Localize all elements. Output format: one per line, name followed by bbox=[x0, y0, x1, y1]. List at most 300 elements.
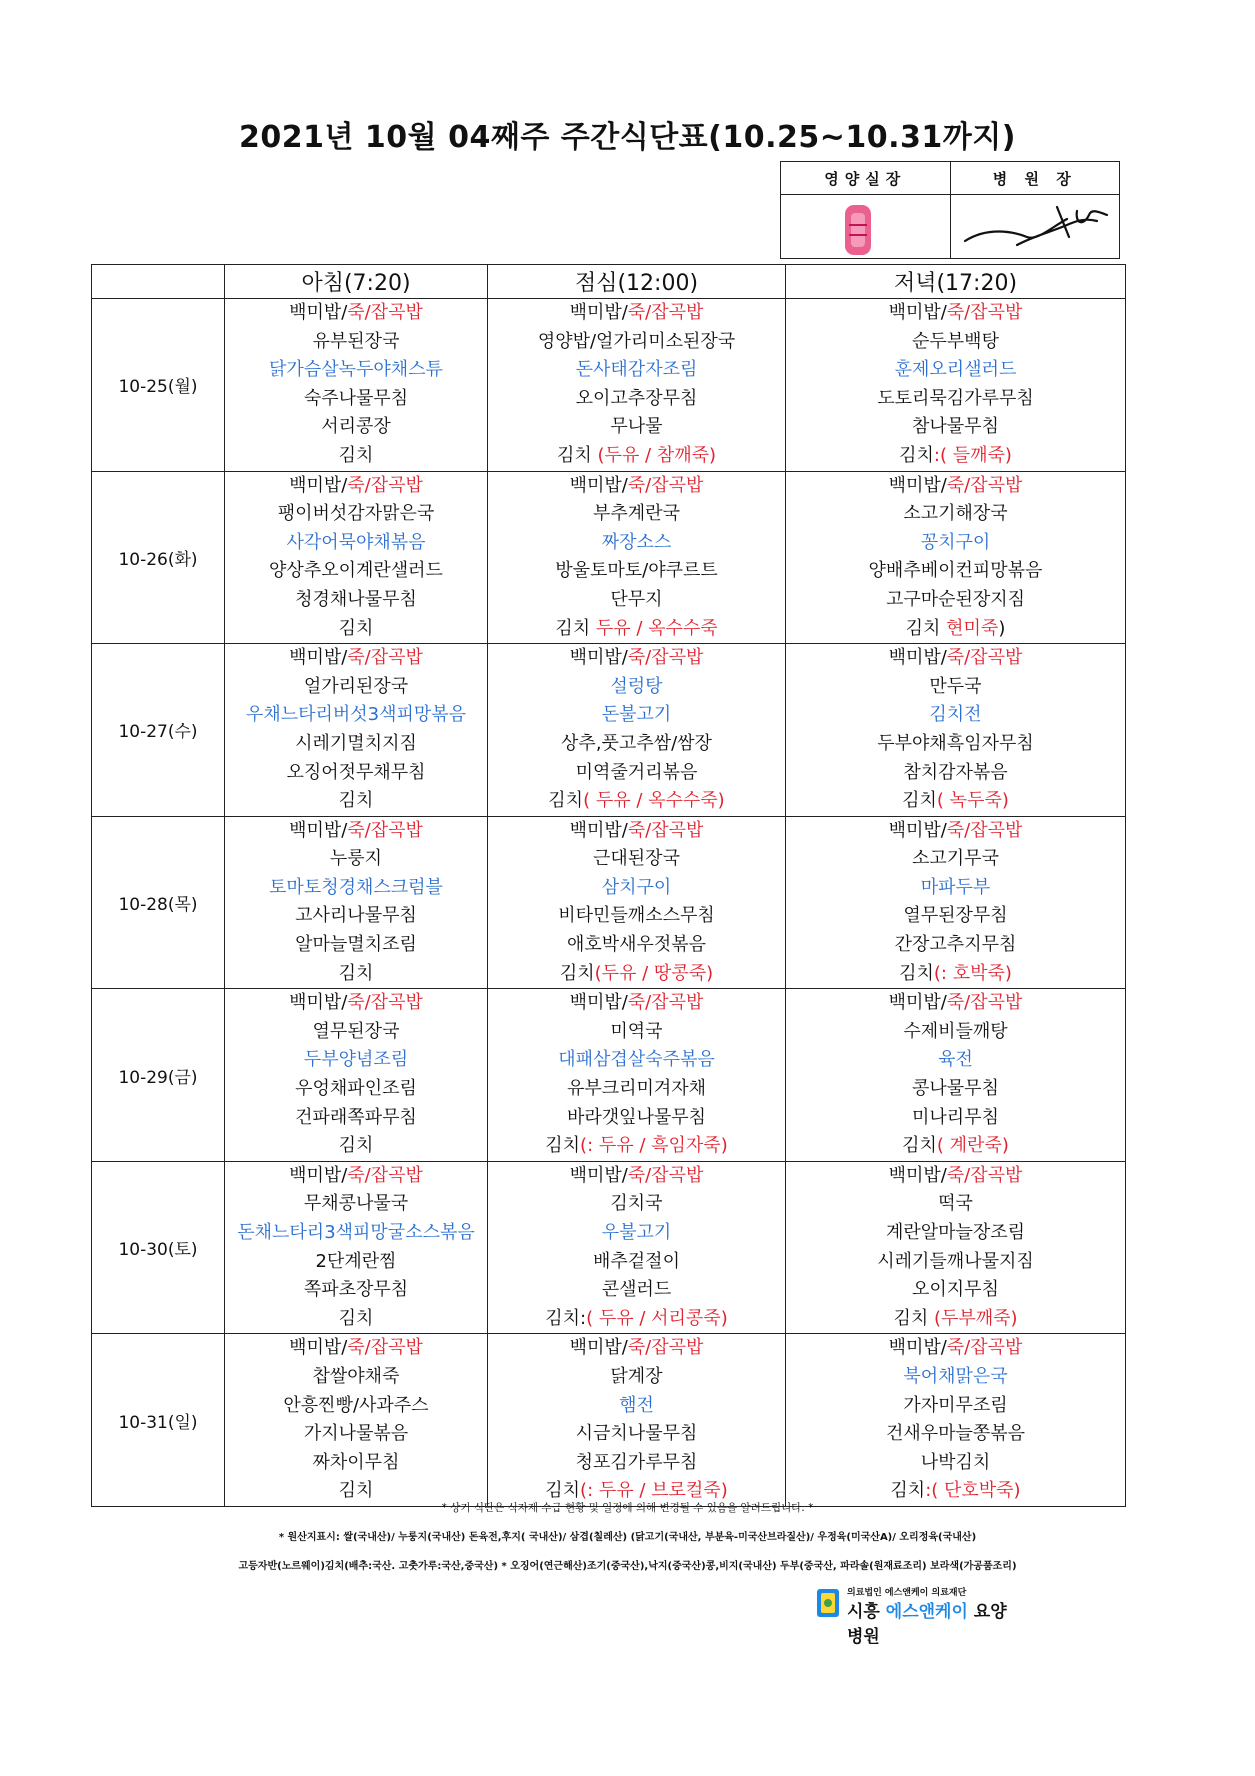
breakfast-cell bbox=[225, 644, 488, 817]
menu-item-text: 가지나물볶음 bbox=[303, 1423, 409, 1445]
menu-item-text: 고사리나물무침 bbox=[295, 905, 417, 927]
menu-item bbox=[786, 442, 1125, 471]
menu-item-text: 가자미무조림 bbox=[903, 1394, 1008, 1416]
director-label: 병 원 장 bbox=[992, 169, 1077, 188]
menu-item-text: 짜차이무침 bbox=[312, 1451, 400, 1473]
menu-item bbox=[225, 586, 487, 615]
menu-item-text: 김치 bbox=[545, 1135, 581, 1157]
menu-item-text: 부추계란국 bbox=[593, 503, 680, 525]
day-row bbox=[92, 471, 1126, 644]
menu-item-text: 김치 bbox=[338, 444, 374, 466]
menu-item-text: 유부된장국 bbox=[312, 330, 400, 352]
menu-item-text: 현미죽 bbox=[946, 617, 999, 639]
menu-item-text: 백미밥/ bbox=[569, 647, 628, 669]
menu-item-text: 백미밥/ bbox=[289, 302, 348, 323]
menu-item-text: (: 호박죽) bbox=[933, 962, 1012, 984]
menu-item-text: 죽/잡곡밥 bbox=[347, 992, 423, 1014]
menu-item-text: 설렁탕 bbox=[610, 675, 663, 697]
menu-item-text: 청경채나물무침 bbox=[295, 588, 417, 610]
menu-item bbox=[786, 1104, 1125, 1133]
notice-text: * 상기 식단은 식자재 수급 현황 및 일정에 의해 변경될 수 있음을 알려드립니다. * bbox=[441, 1502, 814, 1514]
menu-item-text: (두유 / 참깨죽) bbox=[597, 444, 716, 466]
menu-item bbox=[786, 787, 1125, 816]
menu-item bbox=[225, 1449, 487, 1478]
menu-item bbox=[225, 817, 487, 846]
menu-item bbox=[786, 1132, 1125, 1161]
menu-item-text: 백미밥/ bbox=[888, 302, 947, 323]
menu-item bbox=[225, 500, 487, 529]
menu-item-text: 백미밥/ bbox=[569, 1337, 628, 1359]
menu-item bbox=[488, 989, 785, 1018]
menu-item bbox=[225, 1248, 487, 1277]
logo-foundation-text: 의료법인 에스앤케이 의료재단 bbox=[847, 1588, 967, 1598]
menu-item-text: 얼가리된장국 bbox=[303, 675, 409, 697]
menu-item-text: 백미밥/ bbox=[569, 819, 628, 841]
menu-item bbox=[488, 673, 785, 702]
menu-item bbox=[488, 960, 785, 989]
menu-item bbox=[786, 1190, 1125, 1219]
menu-item bbox=[225, 356, 487, 385]
menu-item-text: 순두부백탕 bbox=[912, 330, 999, 352]
menu-item-text: 김치 bbox=[338, 1480, 374, 1502]
menu-item-text: 김치전 bbox=[929, 704, 982, 726]
menu-item-text: 참나물무침 bbox=[912, 416, 999, 438]
breakfast-cell bbox=[225, 989, 488, 1162]
hospital-logo-icon bbox=[817, 1589, 839, 1617]
menu-item bbox=[786, 644, 1125, 673]
menu-item-text: 쪽파초장무침 bbox=[303, 1279, 409, 1301]
day-date: 10-29(금) bbox=[92, 989, 225, 1162]
menu-item bbox=[225, 557, 487, 586]
menu-item bbox=[786, 1449, 1125, 1478]
menu-item-text: 콘샐러드 bbox=[601, 1279, 672, 1301]
menu-item-text: 죽/잡곡밥 bbox=[946, 647, 1023, 669]
lunch-cell bbox=[488, 299, 786, 472]
menu-item-text: 계란알마늘장조림 bbox=[885, 1222, 1026, 1243]
menu-item bbox=[786, 874, 1125, 903]
menu-item-text: 상추,풋고추쌈/쌈장 bbox=[561, 732, 712, 754]
menu-body bbox=[92, 299, 1126, 1507]
menu-item-text: 죽/잡곡밥 bbox=[946, 1337, 1023, 1359]
menu-item bbox=[786, 1075, 1125, 1104]
menu-item bbox=[786, 1276, 1125, 1305]
day-row bbox=[92, 1334, 1126, 1507]
menu-item bbox=[225, 1420, 487, 1449]
lunch-cell bbox=[488, 1334, 786, 1507]
menu-item-text: (: 두유 / 브로컬죽) bbox=[580, 1480, 728, 1502]
menu-item-text: 김치 bbox=[890, 1480, 926, 1502]
menu-item-text: 김치 bbox=[338, 790, 374, 812]
menu-item-text: 김치 bbox=[905, 617, 947, 639]
menu-item-text: 소고기무국 bbox=[912, 848, 999, 870]
menu-item bbox=[225, 701, 487, 730]
day-row bbox=[92, 1161, 1126, 1334]
menu-item bbox=[488, 1334, 785, 1363]
menu-item-text: 간장고추지무침 bbox=[894, 934, 1017, 956]
menu-item-text: 돈사태감자조림 bbox=[575, 359, 698, 381]
menu-item-text: (두유 / 땅콩죽) bbox=[594, 962, 714, 984]
header-lunch: 점심(12:00) bbox=[488, 265, 786, 299]
header-dinner: 저녁(17:20) bbox=[786, 265, 1126, 299]
menu-item-text: 콩나물무침 bbox=[912, 1078, 999, 1100]
menu-item-text: 꽁치구이 bbox=[920, 531, 991, 553]
dietitian-label: 영양실장 bbox=[781, 162, 951, 194]
menu-item bbox=[225, 299, 487, 328]
menu-item-text: 무나물 bbox=[610, 416, 663, 438]
menu-item-text: 죽/잡곡밥 bbox=[627, 1337, 704, 1359]
menu-item bbox=[488, 1420, 785, 1449]
menu-item bbox=[225, 1162, 487, 1191]
menu-item-text: 팽이버섯감자맑은국 bbox=[277, 503, 435, 525]
menu-item-text: 두부야채흑임자무침 bbox=[877, 732, 1034, 754]
menu-item bbox=[488, 385, 785, 414]
menu-item bbox=[225, 787, 487, 816]
menu-item-text: 백미밥/ bbox=[888, 647, 947, 669]
signature-icon bbox=[957, 197, 1117, 257]
day-row bbox=[92, 989, 1126, 1162]
menu-item-text: 죽/잡곡밥 bbox=[627, 1164, 704, 1186]
menu-item-text: 김치 bbox=[893, 1307, 934, 1329]
director-signature-cell bbox=[951, 195, 1120, 259]
menu-item-text: 찹쌀야채죽 bbox=[312, 1365, 400, 1387]
lunch-cell bbox=[488, 471, 786, 644]
menu-item bbox=[225, 1190, 487, 1219]
menu-item bbox=[488, 1162, 785, 1191]
menu-item-text: 배추겉절이 bbox=[593, 1250, 680, 1272]
menu-item bbox=[225, 1363, 487, 1392]
day-row bbox=[92, 299, 1126, 472]
menu-item bbox=[225, 529, 487, 558]
menu-item-text: 누룽지 bbox=[329, 848, 383, 870]
day-date: 10-28(목) bbox=[92, 816, 225, 989]
day-date: 10-26(화) bbox=[92, 471, 225, 644]
menu-item-text: ( 녹두죽) bbox=[936, 790, 1009, 812]
menu-item-text: 짜장소스 bbox=[601, 531, 672, 553]
menu-item bbox=[225, 759, 487, 788]
menu-item bbox=[488, 1132, 785, 1161]
dinner-cell bbox=[786, 644, 1126, 817]
menu-item bbox=[225, 644, 487, 673]
dinner-cell bbox=[786, 1334, 1126, 1507]
menu-item bbox=[786, 500, 1125, 529]
menu-item bbox=[786, 1420, 1125, 1449]
menu-item-text: ( 두유 / 옥수수죽) bbox=[583, 790, 725, 812]
menu-item bbox=[786, 299, 1125, 328]
breakfast-cell bbox=[225, 816, 488, 989]
menu-item bbox=[488, 615, 785, 644]
menu-item-text: 열무된장무침 bbox=[903, 905, 1008, 927]
menu-item bbox=[786, 1018, 1125, 1047]
menu-item bbox=[786, 615, 1125, 644]
origin-text-2: 고등자반(노르웨이)김치(배추:국산. 고춧가루:국산,중국산) * 오징어(연근해산)조기(중국산),낙지(중국산)콩,비지(국내산) 두부(중국산, 파라솔(원재료조리) 보라색(가공품조리) bbox=[238, 1561, 1017, 1572]
menu-item bbox=[225, 328, 487, 357]
menu-item-text: 김치 bbox=[559, 962, 595, 984]
menu-item bbox=[225, 1018, 487, 1047]
menu-item bbox=[786, 356, 1125, 385]
menu-item bbox=[225, 472, 487, 501]
menu-item bbox=[786, 557, 1125, 586]
menu-item-text: 우불고기 bbox=[601, 1222, 672, 1243]
menu-item-text: 대패삼겹살숙주볶음 bbox=[558, 1049, 715, 1071]
menu-item-text: 떡국 bbox=[938, 1193, 973, 1215]
menu-item-text: 숙주나물무침 bbox=[303, 387, 409, 409]
menu-item-text: 오이지무침 bbox=[912, 1279, 999, 1301]
menu-item bbox=[488, 817, 785, 846]
menu-item bbox=[225, 615, 487, 644]
menu-item bbox=[786, 759, 1125, 788]
menu-item-text: 백미밥/ bbox=[289, 992, 348, 1014]
logo-hospital-name bbox=[847, 1597, 1017, 1647]
menu-item bbox=[488, 299, 785, 328]
seal-stamp-icon bbox=[839, 203, 877, 257]
page-title: 2021년 10월 04째주 주간식단표(10.25~10.31까지) bbox=[239, 120, 1016, 155]
menu-item-text: 단무지 bbox=[610, 588, 663, 610]
menu-item bbox=[488, 730, 785, 759]
menu-item-text: 죽/잡곡밥 bbox=[946, 474, 1023, 496]
dinner-cell bbox=[786, 989, 1126, 1162]
menu-item-text: 시레기들깨나물지짐 bbox=[877, 1250, 1034, 1272]
menu-item-text: 열무된장국 bbox=[312, 1020, 400, 1042]
menu-item-text: 김치 bbox=[557, 444, 598, 466]
menu-item-text: 도토리묵김가루무침 bbox=[877, 387, 1034, 409]
lunch-cell bbox=[488, 816, 786, 989]
menu-item-text: ( 두유 / 서리콩죽) bbox=[586, 1307, 728, 1329]
menu-item bbox=[488, 759, 785, 788]
origin-text-1: * 원산지표시: 쌀(국내산)/ 누룽지(국내산) 돈육전,후지( 국내산)/ 삼겹(칠레산) (닭고기(국내산, 부분육-미국산브라질산)/ 우정육(미국산A)/ 오리정육(국내산) bbox=[278, 1532, 977, 1543]
menu-item-text: 백미밥/ bbox=[569, 992, 628, 1014]
menu-item bbox=[488, 500, 785, 529]
menu-item-text: 미역국 bbox=[610, 1020, 663, 1042]
menu-item bbox=[225, 1392, 487, 1421]
menu-item-text: ( 계란죽) bbox=[936, 1135, 1009, 1157]
menu-item-text: 백미밥/ bbox=[888, 1164, 947, 1186]
menu-item bbox=[786, 730, 1125, 759]
dinner-cell bbox=[786, 1161, 1126, 1334]
menu-item-text: 닭계장 bbox=[610, 1365, 663, 1387]
day-row bbox=[92, 816, 1126, 989]
menu-item-text: 육전 bbox=[938, 1049, 973, 1071]
menu-item bbox=[488, 874, 785, 903]
menu-item bbox=[488, 1248, 785, 1277]
menu-item-text: 훈제오리샐러드 bbox=[894, 359, 1017, 381]
menu-item bbox=[225, 413, 487, 442]
menu-item-text: 2단계란찜 bbox=[315, 1250, 397, 1272]
menu-item bbox=[488, 1075, 785, 1104]
menu-item-text: 죽/잡곡밥 bbox=[347, 1337, 423, 1359]
dinner-cell bbox=[786, 299, 1126, 472]
menu-item-text: 오징어젓무채무침 bbox=[286, 761, 426, 783]
menu-item bbox=[488, 586, 785, 615]
menu-item bbox=[488, 442, 785, 471]
menu-item-text: 죽/잡곡밥 bbox=[627, 992, 704, 1014]
menu-item bbox=[786, 328, 1125, 357]
menu-item bbox=[225, 1219, 487, 1248]
menu-item bbox=[225, 1132, 487, 1161]
menu-item bbox=[225, 845, 487, 874]
menu-item-text: 무채콩나물국 bbox=[303, 1193, 409, 1215]
day-date: 10-31(일) bbox=[92, 1334, 225, 1507]
menu-item-text: 백미밥/ bbox=[569, 474, 628, 496]
menu-item-text: 김치 bbox=[555, 617, 596, 639]
menu-item-text: 김치 bbox=[902, 790, 937, 812]
menu-item-text: 죽/잡곡밥 bbox=[347, 647, 423, 669]
menu-item-text: 우채느타리버섯3색피망볶음 bbox=[245, 704, 467, 726]
menu-item-text: 애호박새우젓볶음 bbox=[566, 934, 707, 956]
menu-item bbox=[488, 845, 785, 874]
menu-item-text: 백미밥/ bbox=[888, 474, 947, 496]
menu-item-text: 건파래쪽파무침 bbox=[295, 1106, 417, 1128]
menu-item bbox=[488, 902, 785, 931]
menu-item bbox=[225, 960, 487, 989]
menu-item-text: 백미밥/ bbox=[289, 1337, 348, 1359]
menu-item-text: 수제비들깨탕 bbox=[903, 1020, 1008, 1042]
menu-item bbox=[488, 1046, 785, 1075]
menu-item-text: 시레기멸치지짐 bbox=[295, 732, 417, 754]
menu-item-text: 죽/잡곡밥 bbox=[627, 647, 704, 669]
menu-item-text: ) bbox=[998, 617, 1006, 639]
menu-item bbox=[786, 413, 1125, 442]
menu-item-text: 김치국 bbox=[610, 1193, 663, 1215]
menu-item-text: 죽/잡곡밥 bbox=[347, 474, 423, 496]
menu-item-text: 죽/잡곡밥 bbox=[627, 302, 704, 323]
menu-item bbox=[786, 845, 1125, 874]
menu-item bbox=[786, 902, 1125, 931]
menu-item bbox=[786, 1305, 1125, 1334]
lunch-cell bbox=[488, 1161, 786, 1334]
dinner-cell bbox=[786, 816, 1126, 989]
menu-item-text: 토마토청경채스크럼블 bbox=[269, 876, 443, 898]
menu-item bbox=[488, 1392, 785, 1421]
menu-item-text: 만두국 bbox=[929, 675, 982, 697]
menu-item-text: 양상추오이계란샐러드 bbox=[269, 560, 443, 582]
menu-item bbox=[786, 960, 1125, 989]
menu-item bbox=[488, 1018, 785, 1047]
menu-item bbox=[786, 989, 1125, 1018]
breakfast-cell bbox=[225, 1334, 488, 1507]
menu-item-text: 죽/잡곡밥 bbox=[946, 302, 1023, 323]
menu-item bbox=[225, 1305, 487, 1334]
menu-item-text: 햄전 bbox=[619, 1394, 654, 1416]
menu-item-text: 나박김치 bbox=[920, 1451, 991, 1473]
menu-item-text: 김치: bbox=[545, 1307, 587, 1329]
menu-item bbox=[225, 1276, 487, 1305]
menu-item-text: 죽/잡곡밥 bbox=[946, 1164, 1023, 1186]
menu-item-text: 닭가슴살녹두야채스튜 bbox=[269, 359, 443, 381]
menu-item bbox=[786, 817, 1125, 846]
menu-item-text: 북어채맑은국 bbox=[903, 1365, 1008, 1387]
menu-item bbox=[225, 902, 487, 931]
breakfast-cell bbox=[225, 1161, 488, 1334]
menu-item bbox=[225, 1075, 487, 1104]
menu-item bbox=[786, 931, 1125, 960]
menu-item bbox=[225, 989, 487, 1018]
menu-item-text: 김치 bbox=[338, 962, 374, 984]
menu-item-text: 죽/잡곡밥 bbox=[627, 474, 704, 496]
menu-item-text: 돈불고기 bbox=[601, 704, 672, 726]
menu-item bbox=[786, 1162, 1125, 1191]
menu-item-text: 마파두부 bbox=[920, 876, 991, 898]
menu-item bbox=[225, 385, 487, 414]
header-breakfast: 아침(7:20) bbox=[225, 265, 488, 299]
menu-item-text: 고구마순된장지짐 bbox=[885, 588, 1026, 610]
menu-item-text: 영양밥/얼가리미소된장국 bbox=[537, 330, 736, 352]
menu-item bbox=[786, 1334, 1125, 1363]
menu-item-text: :( 단호박죽) bbox=[925, 1480, 1021, 1502]
menu-item-text: 삼치구이 bbox=[601, 876, 672, 898]
menu-item bbox=[225, 1104, 487, 1133]
menu-item-text: 참치감자볶음 bbox=[903, 761, 1008, 783]
menu-item bbox=[488, 472, 785, 501]
menu-item-text: 김치 bbox=[548, 790, 584, 812]
menu-item-text: 근대된장국 bbox=[593, 848, 680, 870]
menu-item-text: 청포김가루무침 bbox=[575, 1451, 698, 1473]
menu-item-text: :( 들깨죽) bbox=[933, 444, 1012, 466]
menu-item bbox=[225, 673, 487, 702]
menu-item-text: 돈채느타리3색피망굴소스볶음 bbox=[237, 1222, 475, 1243]
menu-item-text: 미역줄거리볶음 bbox=[575, 761, 698, 783]
menu-item bbox=[488, 1276, 785, 1305]
menu-item bbox=[786, 586, 1125, 615]
lunch-cell bbox=[488, 644, 786, 817]
menu-item bbox=[488, 529, 785, 558]
menu-item-text: 건새우마늘쫑볶음 bbox=[885, 1423, 1026, 1445]
menu-item bbox=[786, 529, 1125, 558]
menu-item-text: 김치 bbox=[899, 962, 934, 984]
logo-name-part3: 요양병원 bbox=[847, 1602, 1007, 1647]
menu-item-text: 방울토마토/야쿠르트 bbox=[555, 560, 718, 582]
menu-item-text: 죽/잡곡밥 bbox=[946, 992, 1023, 1014]
logo-name-part1: 시흥 bbox=[847, 1602, 886, 1622]
menu-item bbox=[786, 1363, 1125, 1392]
breakfast-cell bbox=[225, 299, 488, 472]
menu-item bbox=[488, 1190, 785, 1219]
menu-item bbox=[488, 356, 785, 385]
menu-item bbox=[225, 874, 487, 903]
day-date: 10-25(월) bbox=[92, 299, 225, 472]
menu-item bbox=[225, 730, 487, 759]
day-date: 10-30(토) bbox=[92, 1161, 225, 1334]
menu-item-text: 김치 bbox=[545, 1480, 581, 1502]
menu-item-text: 두부양념조림 bbox=[303, 1049, 409, 1071]
menu-item-text: 죽/잡곡밥 bbox=[347, 819, 423, 841]
menu-item bbox=[488, 701, 785, 730]
menu-item-text: 오이고추장무침 bbox=[575, 387, 698, 409]
menu-item-text: 사각어묵야채볶음 bbox=[286, 531, 426, 553]
menu-item-text: 백미밥/ bbox=[888, 819, 947, 841]
menu-item-text: 죽/잡곡밥 bbox=[627, 819, 704, 841]
menu-item-text: (: 두유 / 흑임자죽) bbox=[580, 1135, 728, 1157]
menu-item bbox=[488, 644, 785, 673]
menu-item bbox=[786, 701, 1125, 730]
header-row bbox=[92, 265, 1126, 299]
menu-item bbox=[488, 1305, 785, 1334]
menu-item-text: 김치 bbox=[338, 1307, 374, 1329]
menu-item-text: 우엉채파인조림 bbox=[295, 1078, 417, 1100]
menu-item-text: 알마늘멸치조림 bbox=[295, 934, 417, 956]
menu-item-text: 서리콩장 bbox=[321, 416, 391, 438]
menu-item-text: 백미밥/ bbox=[569, 1164, 628, 1186]
menu-item-text: 유부크리미겨자채 bbox=[566, 1078, 707, 1100]
approval-box bbox=[780, 161, 1120, 259]
menu-item bbox=[225, 1046, 487, 1075]
menu-item-text: 소고기해장국 bbox=[903, 503, 1008, 525]
menu-item bbox=[488, 787, 785, 816]
lunch-cell bbox=[488, 989, 786, 1162]
menu-item bbox=[488, 931, 785, 960]
menu-item-text: 백미밥/ bbox=[289, 1164, 348, 1186]
menu-item-text: 시금치나물무침 bbox=[575, 1423, 698, 1445]
menu-item-text: 김치 bbox=[338, 617, 374, 639]
